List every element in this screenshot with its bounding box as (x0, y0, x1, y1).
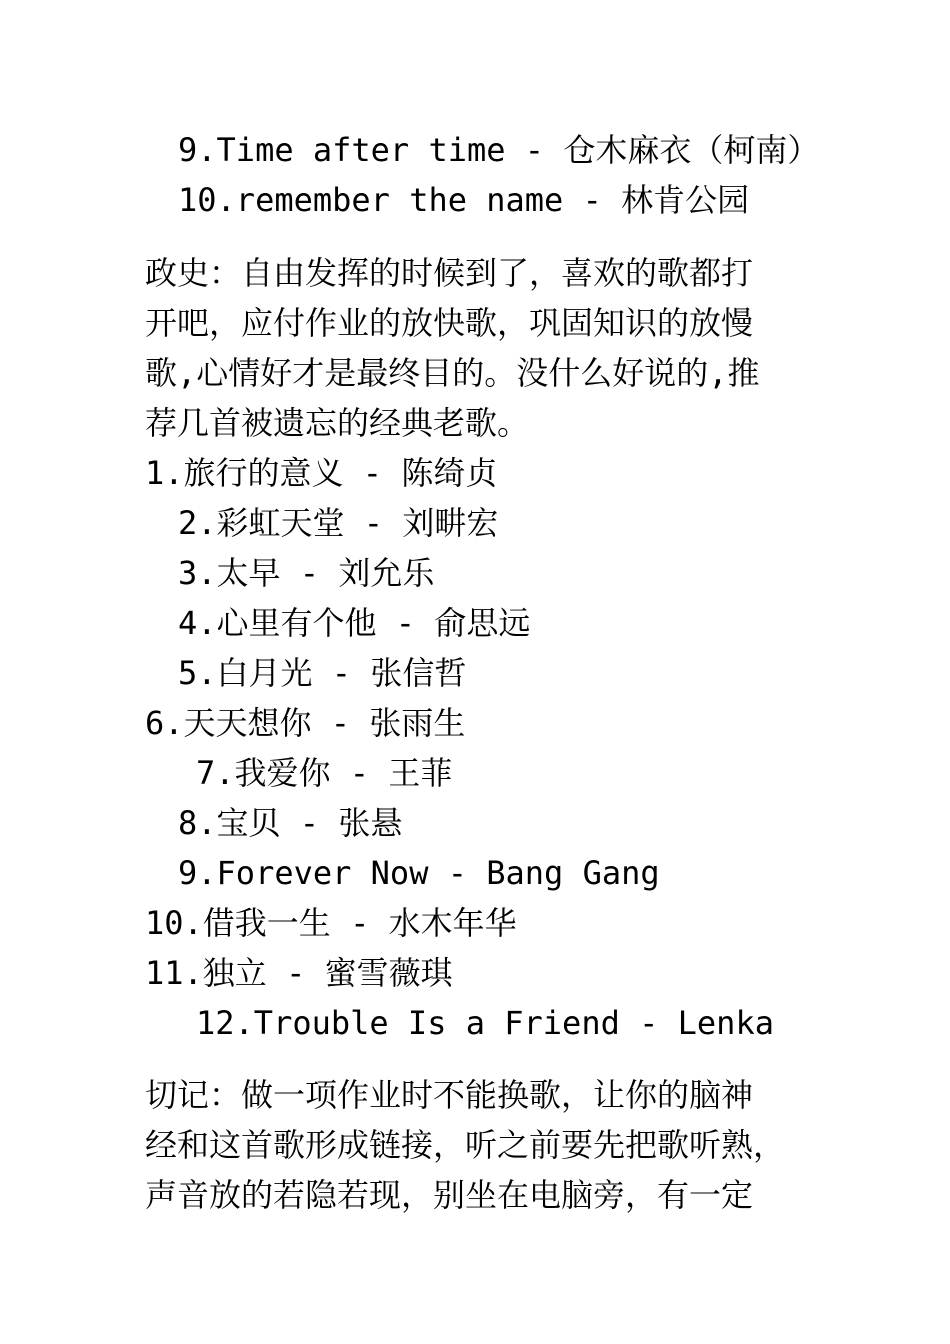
list-item: 9.Forever Now - Bang Gang (178, 854, 660, 892)
list-item: 11.独立 - 蜜雪薇琪 (145, 954, 453, 992)
paragraph-line: 经和这首歌形成链接，听之前要先把歌听熟， (145, 1126, 786, 1164)
paragraph-line: 开吧，应付作业的放快歌，巩固知识的放慢 (145, 304, 754, 342)
list-item: 9.Time after time - 仓木麻衣（柯南） (178, 131, 820, 169)
paragraph-line: 声音放的若隐若现，别坐在电脑旁，有一定 (145, 1176, 754, 1214)
politics-history-paragraph (145, 248, 815, 448)
list-item: 4.心里有个他 - 俞思远 (178, 604, 531, 642)
list-item: 6.天天想你 - 张雨生 (145, 704, 466, 742)
list-item: 7.我爱你 - 王菲 (196, 754, 453, 792)
paragraph-line: 切记：做一项作业时不能换歌，让你的脑神 (145, 1076, 754, 1114)
list-item: 8.宝贝 - 张悬 (178, 804, 403, 842)
paragraph-line: 歌,心情好才是最终目的。没什么好说的,推 (145, 354, 760, 392)
paragraph-line: 政史：自由发挥的时候到了，喜欢的歌都打 (145, 254, 754, 292)
list-item: 10.remember the name - 林肯公园 (178, 181, 750, 219)
list-item: 1.旅行的意义 - 陈绮贞 (145, 454, 498, 492)
list-item: 10.借我一生 - 水木年华 (145, 904, 517, 942)
list-item: 12.Trouble Is a Friend - Lenka (196, 1004, 774, 1042)
list-item: 5.白月光 - 张信哲 (178, 654, 467, 692)
list-item: 2.彩虹天堂 - 刘畊宏 (178, 504, 499, 542)
paragraph-line: 荐几首被遗忘的经典老歌。 (145, 404, 530, 442)
list-item: 3.太早 - 刘允乐 (178, 554, 435, 592)
reminder-paragraph (145, 1070, 815, 1220)
